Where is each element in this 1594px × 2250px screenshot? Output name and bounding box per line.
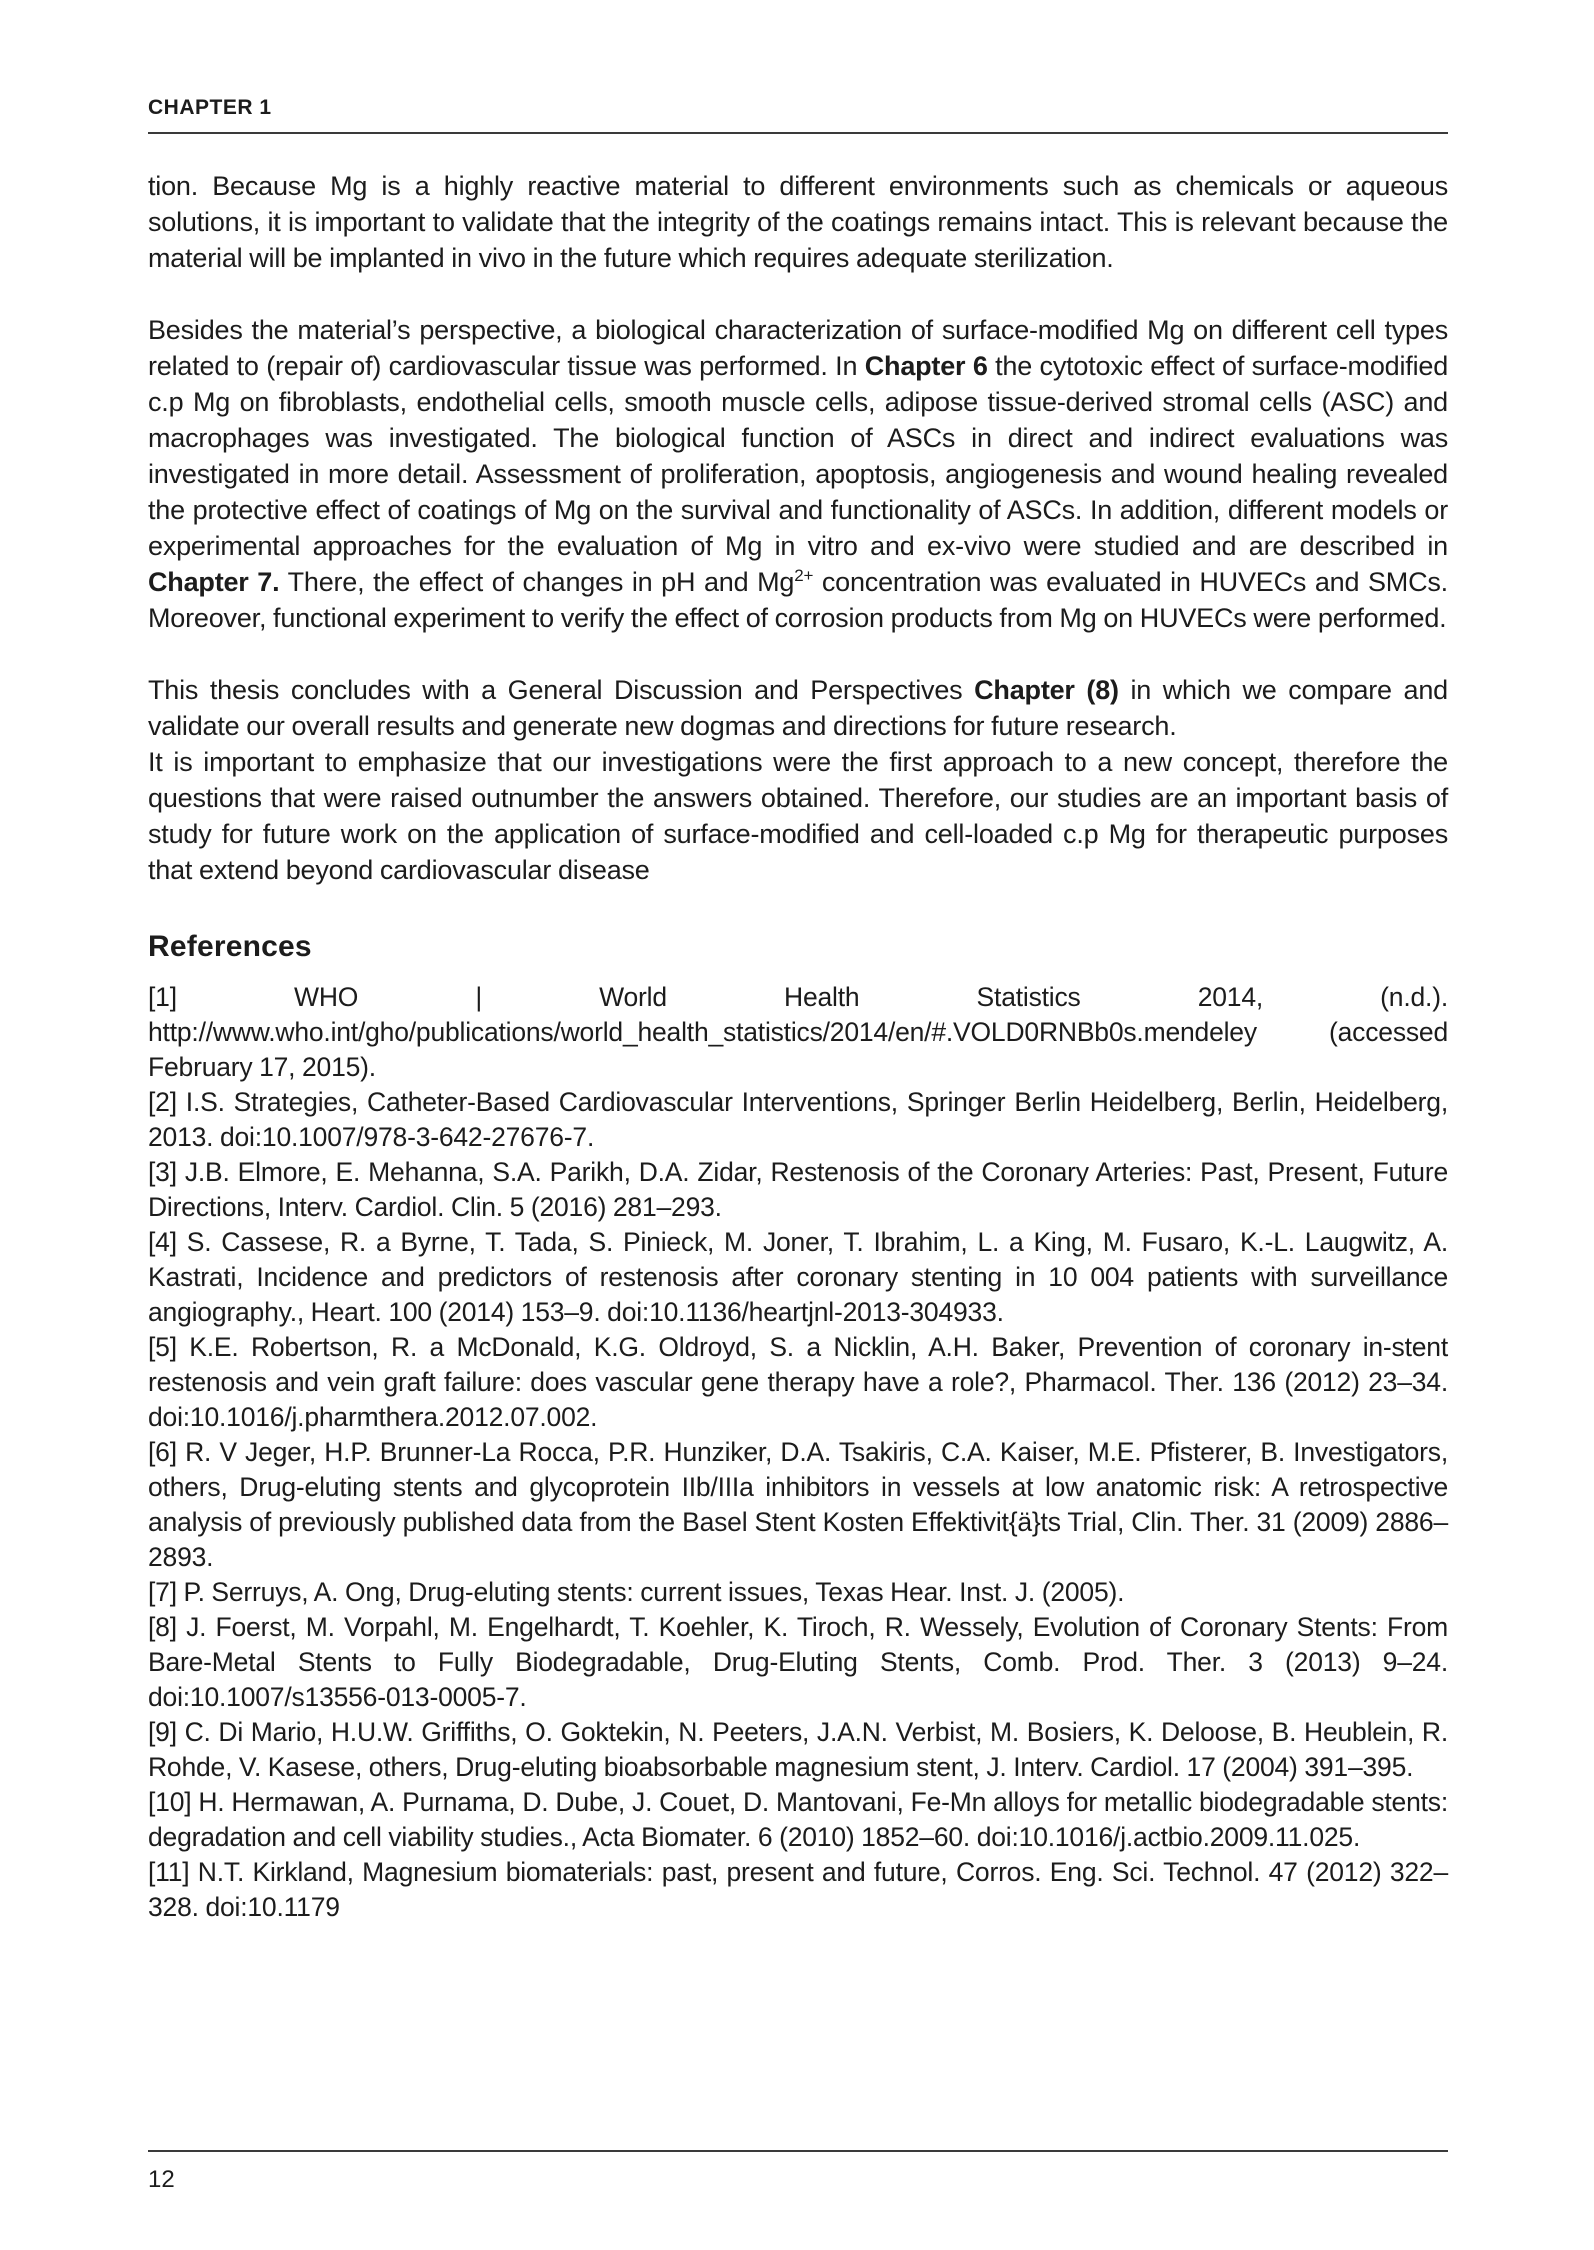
reference-item: [8] J. Foerst, M. Vorpahl, M. Engelhardt, T. Koehler, K. Tiroch, R. Wessely, Evolution of Coronary Stents: From Bare-Metal Stents to Fully Biodegradable, Drug-Eluting Stents, Comb. Prod. Ther. 3 (2013) 9–24. doi:10.1007/s13556-013-0005-7. bbox=[148, 1612, 1448, 1712]
text-run: concentration was evaluated in HUVECs and SMCs. Moreover, functional experiment to verify the effect of corrosion products from Mg on HUVECs were performed. bbox=[148, 567, 1448, 633]
paragraph bbox=[148, 312, 1448, 636]
chapter-reference-bold: Chapter 6 bbox=[864, 351, 988, 381]
reference-item: [5] K.E. Robertson, R. a McDonald, K.G. Oldroyd, S. a Nicklin, A.H. Baker, Prevention of coronary in-stent restenosis and vein graft failure: does vascular gene therapy have a role?, Pharmacol. Ther. 136 (2012) 23–34. doi:10.1016/j.pharmthera.2012.07.002. bbox=[148, 1332, 1448, 1432]
text-run: It is important to emphasize that our investigations were the first approach to a new concept, therefore the questions that were raised outnumber the answers obtained. Therefore, our studies are an important basis of study for future work on the application of surface-modified and cell-loaded c.p Mg for therapeutic purposes that extend beyond cardiovascular disease bbox=[148, 747, 1448, 885]
paragraphs-container bbox=[148, 168, 1448, 888]
paragraph bbox=[148, 744, 1448, 888]
paragraph bbox=[148, 672, 1448, 744]
reference-item: [4] S. Cassese, R. a Byrne, T. Tada, S. Pinieck, M. Joner, T. Ibrahim, L. a King, M. Fusaro, K.-L. Laugwitz, A. Kastrati, Incidence and predictors of restenosis after coronary stenting in 10 004 patients with surveillance angiography., Heart. 100 (2014) 153–9. doi:10.1136/heartjnl-2013-304933. bbox=[148, 1227, 1448, 1327]
footer-rule bbox=[148, 2150, 1448, 2152]
text-run: in which we compare and validate our overall results and generate new dogmas and directions for future research. bbox=[148, 675, 1448, 741]
reference-item: [11] N.T. Kirkland, Magnesium biomaterials: past, present and future, Corros. Eng. Sci. Technol. 47 (2012) 322–328. doi:10.1179 bbox=[148, 1857, 1448, 1922]
chapter-heading: CHAPTER 1 bbox=[148, 96, 272, 119]
reference-item: [9] C. Di Mario, H.U.W. Griffiths, O. Goktekin, N. Peeters, J.A.N. Verbist, M. Bosiers, K. Deloose, B. Heublein, R. Rohde, V. Kasese, others, Drug-eluting bioabsorbable magnesium stent, J. Interv. Cardiol. 17 (2004) 391–395. bbox=[148, 1717, 1448, 1782]
reference-item: [2] I.S. Strategies, Catheter-Based Cardiovascular Interventions, Springer Berlin Heidelberg, Berlin, Heidelberg, 2013. doi:10.1007/978-3-642-27676-7. bbox=[148, 1087, 1448, 1152]
paragraph bbox=[148, 168, 1448, 276]
reference-item: [7] P. Serruys, A. Ong, Drug-eluting stents: current issues, Texas Hear. Inst. J. (2005). bbox=[148, 1577, 1125, 1607]
page-footer bbox=[148, 2150, 1448, 2250]
references-heading: References bbox=[148, 930, 312, 963]
text-run: This thesis concludes with a General Discussion and Perspectives bbox=[148, 675, 975, 705]
text-run: There, the effect of changes in pH and Mg bbox=[279, 567, 795, 597]
text-run: the cytotoxic effect of surface-modified c.p Mg on fibroblasts, endothelial cells, smooth muscle cells, adipose tissue-derived stromal cells (ASC) and macrophages was investigated. The biological function of ASCs in direct and indirect evaluations was investigated in more detail. Assessment of proliferation, apoptosis, angiogenesis and wound healing revealed the protective effect of coatings of Mg on the survival and functionality of ASCs. In addition, different models or experimental approaches for the evaluation of Mg in vitro and ex-vivo were studied and are described in bbox=[148, 351, 1449, 561]
reference-item: [10] H. Hermawan, A. Purnama, D. Dube, J. Couet, D. Mantovani, Fe-Mn alloys for metallic biodegradable stents: degradation and cell viability studies., Acta Biomater. 6 (2010) 1852–60. doi:10.1016/j.actbio.2009.11.025. bbox=[148, 1787, 1448, 1852]
text-run: tion. Because Mg is a highly reactive material to different environments such as chemicals or aqueous solutions, it is important to validate that the integrity of the coatings remains intact. This is relevant because the material will be implanted in vivo in the future which requires adequate sterilization. bbox=[148, 171, 1448, 273]
reference-item: [6] R. V Jeger, H.P. Brunner-La Rocca, P.R. Hunziker, D.A. Tsakiris, C.A. Kaiser, M.E. Pfisterer, B. Investigators, others, Drug-eluting stents and glycoprotein IIb/IIIa inhibitors in vessels at low anatomic risk: A retrospective analysis of previously published data from the Basel Stent Kosten Effektivit{ä}ts Trial, Clin. Ther. 31 (2009) 2886–2893. bbox=[148, 1437, 1448, 1572]
chapter-reference-bold: Chapter 7. bbox=[148, 567, 280, 597]
chapter-reference-bold: Chapter (8) bbox=[974, 675, 1119, 705]
reference-item: [3] J.B. Elmore, E. Mehanna, S.A. Parikh, D.A. Zidar, Restenosis of the Coronary Arteries: Past, Present, Future Directions, Interv. Cardiol. Clin. 5 (2016) 281–293. bbox=[148, 1157, 1448, 1222]
body-content bbox=[148, 168, 1448, 1925]
text-run: Besides the material’s perspective, a biological characterization of surface-modified Mg on different cell types related to (repair of) cardiovascular tissue was performed. In bbox=[148, 315, 1448, 381]
page-number: 12 bbox=[148, 2166, 175, 2193]
reference-item: [1] WHO | World Health Statistics 2014, (n.d.). http://www.who.int/gho/publications/world_health_statistics/2014/en/#.VOLD0RNBb0s.mendeley (accessed February 17, 2015). bbox=[148, 982, 1448, 1082]
references-list bbox=[148, 980, 1448, 1925]
header-rule bbox=[148, 132, 1448, 134]
page-header bbox=[148, 96, 1448, 134]
superscript-text: 2+ bbox=[794, 566, 814, 585]
